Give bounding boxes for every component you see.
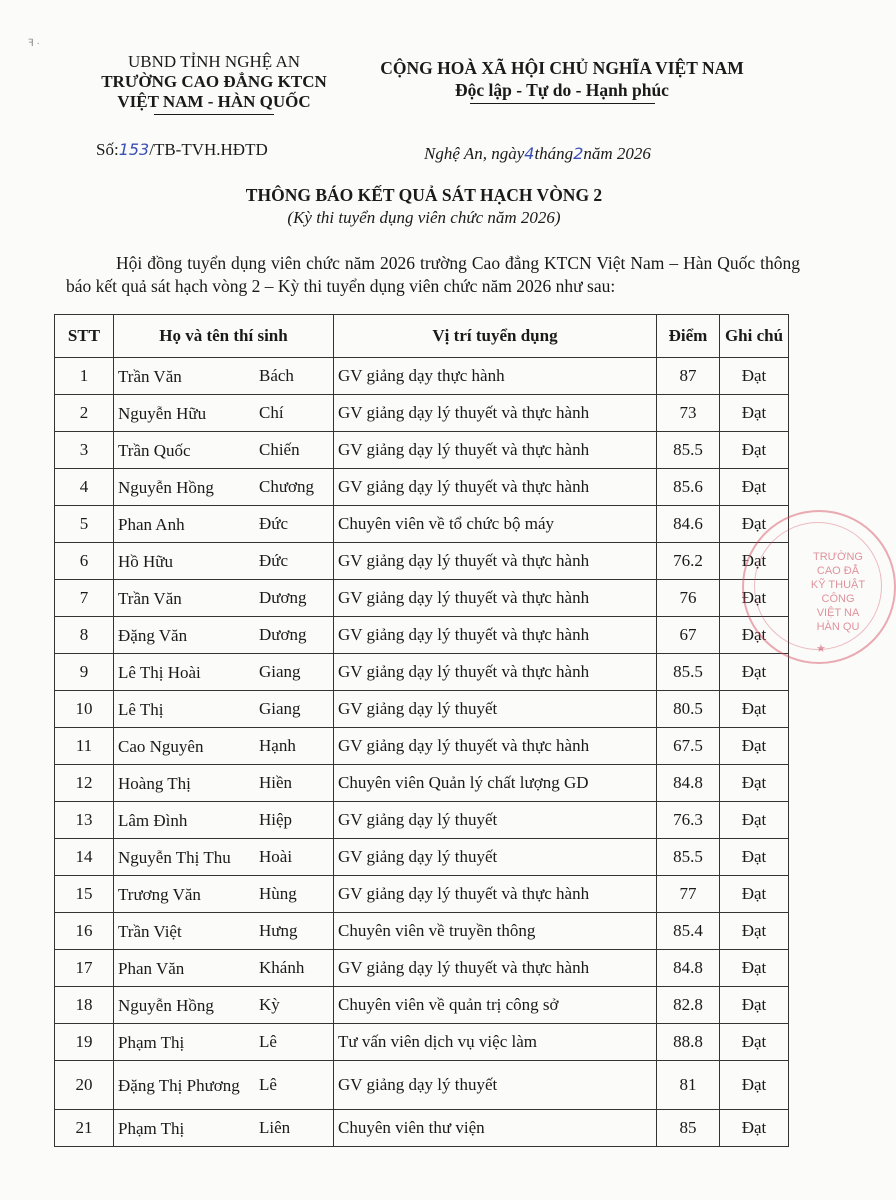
table-row — [55, 506, 789, 543]
cell-stt: 8 — [55, 617, 114, 654]
cell-score: 87 — [657, 358, 720, 395]
cell-position: Chuyên viên về quản trị công sở — [334, 987, 657, 1024]
cell-position: GV giảng dạy lý thuyết — [334, 839, 657, 876]
cell-position: Chuyên viên về truyền thông — [334, 913, 657, 950]
cell-name — [114, 580, 334, 617]
intro-paragraph: Hội đồng tuyển dụng viên chức năm 2026 trường Cao đẳng KTCN Việt Nam – Hàn Quốc thông báo kết quả sát hạch vòng 2 – Kỳ thi tuyển dụng viên chức năm 2026 như sau: — [66, 253, 800, 296]
cell-name-first: Nguyễn Thị Thu — [118, 847, 231, 867]
cell-stt: 3 — [55, 432, 114, 469]
cell-name — [114, 395, 334, 432]
cell-name — [114, 691, 334, 728]
cell-position: Chuyên viên Quản lý chất lượng GD — [334, 765, 657, 802]
date-month: 2 — [573, 144, 584, 163]
cell-stt: 7 — [55, 580, 114, 617]
cell-name — [114, 543, 334, 580]
nation-line-2: Độc lập - Tự do - Hạnh phúc — [455, 80, 669, 100]
header-name: Họ và tên thí sinh — [114, 315, 334, 358]
cell-name-first: Lê Thị — [118, 699, 164, 719]
cell-name-first: Trương Văn — [118, 884, 201, 904]
cell-name-first: Lâm Đình — [118, 810, 188, 830]
cell-name-given: Chí — [259, 403, 284, 422]
cell-stt: 17 — [55, 950, 114, 987]
table-row — [55, 469, 789, 506]
cell-note: Đạt — [720, 950, 789, 987]
table-row — [55, 432, 789, 469]
cell-stt: 18 — [55, 987, 114, 1024]
motto-underline — [470, 103, 655, 104]
cell-position: Tư vấn viên dịch vụ việc làm — [334, 1024, 657, 1061]
table-row — [55, 913, 789, 950]
cell-name-given: Đức — [259, 514, 289, 533]
seal-text: TRƯỜNG CAO ĐẲ KỸ THUẬT CÔNG VIỆT NA HÀN QU — [810, 551, 866, 633]
cell-stt: 6 — [55, 543, 114, 580]
cell-name-given: Hiền — [259, 773, 293, 792]
docno-suffix: /TB-TVH.HĐTD — [149, 140, 268, 159]
table-row — [55, 580, 789, 617]
results-table — [54, 314, 789, 1147]
cell-name-given: Chiến — [259, 440, 300, 459]
cell-stt: 16 — [55, 913, 114, 950]
cell-name-given: Liên — [259, 1118, 291, 1137]
cell-score: 84.8 — [657, 765, 720, 802]
date-prefix: Nghệ An, ngày — [424, 144, 525, 163]
cell-score: 88.8 — [657, 1024, 720, 1061]
cell-stt: 5 — [55, 506, 114, 543]
cell-name-first: Trần Quốc — [118, 440, 191, 460]
cell-note: Đạt — [720, 506, 789, 543]
cell-name — [114, 950, 334, 987]
cell-name-first: Đặng Thị Phương — [118, 1075, 240, 1095]
cell-note: Đạt — [720, 691, 789, 728]
cell-position: GV giảng dạy lý thuyết và thực hành — [334, 617, 657, 654]
cell-position: GV giảng dạy lý thuyết và thực hành — [334, 654, 657, 691]
nation-line-1: CỘNG HOÀ XÃ HỘI CHỦ NGHĨA VIỆT NAM — [380, 58, 744, 78]
cell-note: Đạt — [720, 654, 789, 691]
cell-name — [114, 469, 334, 506]
cell-stt: 1 — [55, 358, 114, 395]
table-row — [55, 987, 789, 1024]
cell-position: Chuyên viên thư viện — [334, 1110, 657, 1147]
table-row — [55, 1061, 789, 1110]
scan-mark: ꟻ · — [28, 38, 40, 49]
cell-score: 85.5 — [657, 432, 720, 469]
table-row — [55, 654, 789, 691]
cell-score: 85.5 — [657, 839, 720, 876]
cell-position: GV giảng dạy lý thuyết và thực hành — [334, 580, 657, 617]
cell-stt: 20 — [55, 1061, 114, 1110]
cell-name — [114, 987, 334, 1024]
cell-note: Đạt — [720, 913, 789, 950]
cell-score: 80.5 — [657, 691, 720, 728]
cell-stt: 15 — [55, 876, 114, 913]
date-year: năm 2026 — [583, 144, 651, 163]
cell-score: 85 — [657, 1110, 720, 1147]
cell-name-first: Nguyễn Hồng — [118, 995, 214, 1015]
cell-score: 77 — [657, 876, 720, 913]
cell-name-first: Phạm Thị — [118, 1118, 185, 1138]
cell-note: Đạt — [720, 839, 789, 876]
table-row — [55, 839, 789, 876]
table-header-row — [55, 315, 789, 358]
cell-name — [114, 617, 334, 654]
org-line-2: TRƯỜNG CAO ĐẲNG KTCN — [101, 72, 327, 91]
cell-name-given: Kỳ — [259, 995, 280, 1014]
table-row — [55, 691, 789, 728]
cell-stt: 13 — [55, 802, 114, 839]
cell-stt: 19 — [55, 1024, 114, 1061]
cell-score: 67.5 — [657, 728, 720, 765]
cell-name-given: Giang — [259, 662, 301, 681]
cell-name — [114, 839, 334, 876]
date-day: 4 — [524, 144, 535, 163]
table-body — [55, 358, 789, 1147]
cell-score: 85.4 — [657, 913, 720, 950]
table-row — [55, 1110, 789, 1147]
cell-note: Đạt — [720, 469, 789, 506]
header-note: Ghi chú — [720, 315, 789, 358]
cell-note: Đạt — [720, 765, 789, 802]
cell-note: Đạt — [720, 358, 789, 395]
cell-note: Đạt — [720, 395, 789, 432]
cell-name-given: Dương — [259, 625, 307, 644]
org-underline — [154, 114, 274, 115]
cell-name — [114, 876, 334, 913]
cell-score: 81 — [657, 1061, 720, 1110]
cell-stt: 21 — [55, 1110, 114, 1147]
cell-note: Đạt — [720, 580, 789, 617]
header-score: Điểm — [657, 315, 720, 358]
cell-score: 76.3 — [657, 802, 720, 839]
cell-position: GV giảng dạy lý thuyết — [334, 802, 657, 839]
cell-note: Đạt — [720, 802, 789, 839]
cell-name-first: Trần Văn — [118, 366, 182, 386]
cell-name-given: Dương — [259, 588, 307, 607]
cell-name-given: Hùng — [259, 884, 297, 903]
table-row — [55, 395, 789, 432]
cell-score: 67 — [657, 617, 720, 654]
cell-name-given: Đức — [259, 551, 289, 570]
cell-position: GV giảng dạy lý thuyết và thực hành — [334, 469, 657, 506]
cell-note: Đạt — [720, 728, 789, 765]
issuing-authority — [64, 52, 364, 115]
cell-score: 84.8 — [657, 950, 720, 987]
cell-name — [114, 802, 334, 839]
cell-score: 84.6 — [657, 506, 720, 543]
national-motto — [352, 57, 772, 104]
cell-name-given: Chương — [259, 477, 315, 496]
cell-name-given: Hoài — [259, 847, 293, 866]
table-row — [55, 1024, 789, 1061]
cell-score: 82.8 — [657, 987, 720, 1024]
cell-stt: 2 — [55, 395, 114, 432]
document-number — [96, 140, 268, 160]
cell-position: GV giảng dạy lý thuyết và thực hành — [334, 728, 657, 765]
cell-name — [114, 358, 334, 395]
cell-name — [114, 654, 334, 691]
cell-name-first: Nguyễn Hồng — [118, 477, 214, 497]
document-subtitle: (Kỳ thi tuyển dụng viên chức năm 2026) — [287, 208, 561, 227]
cell-name-first: Nguyễn Hữu — [118, 403, 207, 423]
cell-position: Chuyên viên về tổ chức bộ máy — [334, 506, 657, 543]
date-month-label: tháng — [534, 144, 574, 163]
docno-prefix: Số: — [96, 140, 119, 159]
cell-name — [114, 728, 334, 765]
cell-position: GV giảng dạy lý thuyết và thực hành — [334, 950, 657, 987]
cell-note: Đạt — [720, 876, 789, 913]
header-stt: STT — [55, 315, 114, 358]
cell-score: 76 — [657, 580, 720, 617]
cell-name-first: Phan Văn — [118, 958, 185, 978]
cell-name — [114, 1110, 334, 1147]
cell-name — [114, 432, 334, 469]
org-line-3: VIỆT NAM - HÀN QUỐC — [117, 92, 311, 111]
cell-name-first: Đặng Văn — [118, 625, 188, 645]
cell-name-given: Giang — [259, 699, 301, 718]
cell-note: Đạt — [720, 987, 789, 1024]
cell-stt: 10 — [55, 691, 114, 728]
seal-star-icon: ★ — [816, 643, 826, 655]
cell-name — [114, 765, 334, 802]
cell-name-given: Hiệp — [259, 810, 293, 829]
org-line-1: UBND TỈNH NGHỆ AN — [127, 52, 301, 71]
cell-note: Đạt — [720, 1024, 789, 1061]
cell-position: GV giảng dạy lý thuyết và thực hành — [334, 432, 657, 469]
table-row — [55, 876, 789, 913]
cell-name-given: Lê — [259, 1075, 277, 1094]
cell-stt: 4 — [55, 469, 114, 506]
cell-name-first: Cao Nguyên — [118, 736, 204, 756]
cell-score: 85.6 — [657, 469, 720, 506]
docno-handwritten: 153 — [118, 140, 150, 159]
cell-position: GV giảng dạy lý thuyết — [334, 691, 657, 728]
cell-name-given: Hạnh — [259, 736, 296, 755]
cell-name-given: Hưng — [259, 921, 298, 940]
table-row — [55, 358, 789, 395]
cell-position: GV giảng dạy lý thuyết và thực hành — [334, 543, 657, 580]
cell-note: Đạt — [720, 1061, 789, 1110]
cell-name-first: Phan Anh — [118, 514, 185, 534]
cell-name-given: Khánh — [259, 958, 305, 977]
cell-score: 76.2 — [657, 543, 720, 580]
cell-name-first: Phạm Thị — [118, 1032, 185, 1052]
header-position: Vị trí tuyển dụng — [334, 315, 657, 358]
cell-name-given: Lê — [259, 1032, 277, 1051]
table-row — [55, 802, 789, 839]
cell-stt: 12 — [55, 765, 114, 802]
cell-name — [114, 1024, 334, 1061]
cell-name-first: Hoàng Thị — [118, 773, 191, 793]
table-row — [55, 617, 789, 654]
cell-score: 73 — [657, 395, 720, 432]
table-row — [55, 543, 789, 580]
cell-position: GV giảng dạy lý thuyết và thực hành — [334, 876, 657, 913]
cell-name — [114, 506, 334, 543]
cell-position: GV giảng dạy lý thuyết — [334, 1061, 657, 1110]
cell-name-first: Trần Văn — [118, 588, 182, 608]
cell-note: Đạt — [720, 543, 789, 580]
cell-name — [114, 913, 334, 950]
cell-stt: 11 — [55, 728, 114, 765]
cell-name-given: Bách — [259, 366, 294, 385]
cell-position: GV giảng dạy thực hành — [334, 358, 657, 395]
table-row — [55, 950, 789, 987]
cell-stt: 14 — [55, 839, 114, 876]
cell-note: Đạt — [720, 432, 789, 469]
cell-note: Đạt — [720, 1110, 789, 1147]
document-title: THÔNG BÁO KẾT QUẢ SÁT HẠCH VÒNG 2 — [245, 185, 603, 205]
table-row — [55, 728, 789, 765]
cell-note: Đạt — [720, 617, 789, 654]
cell-name-first: Hồ Hữu — [118, 551, 174, 571]
cell-name-first: Trần Việt — [118, 921, 182, 941]
cell-stt: 9 — [55, 654, 114, 691]
cell-name-first: Lê Thị Hoài — [118, 662, 201, 682]
table-row — [55, 765, 789, 802]
date-line — [424, 144, 651, 164]
cell-position: GV giảng dạy lý thuyết và thực hành — [334, 395, 657, 432]
cell-score: 85.5 — [657, 654, 720, 691]
cell-name — [114, 1061, 334, 1110]
